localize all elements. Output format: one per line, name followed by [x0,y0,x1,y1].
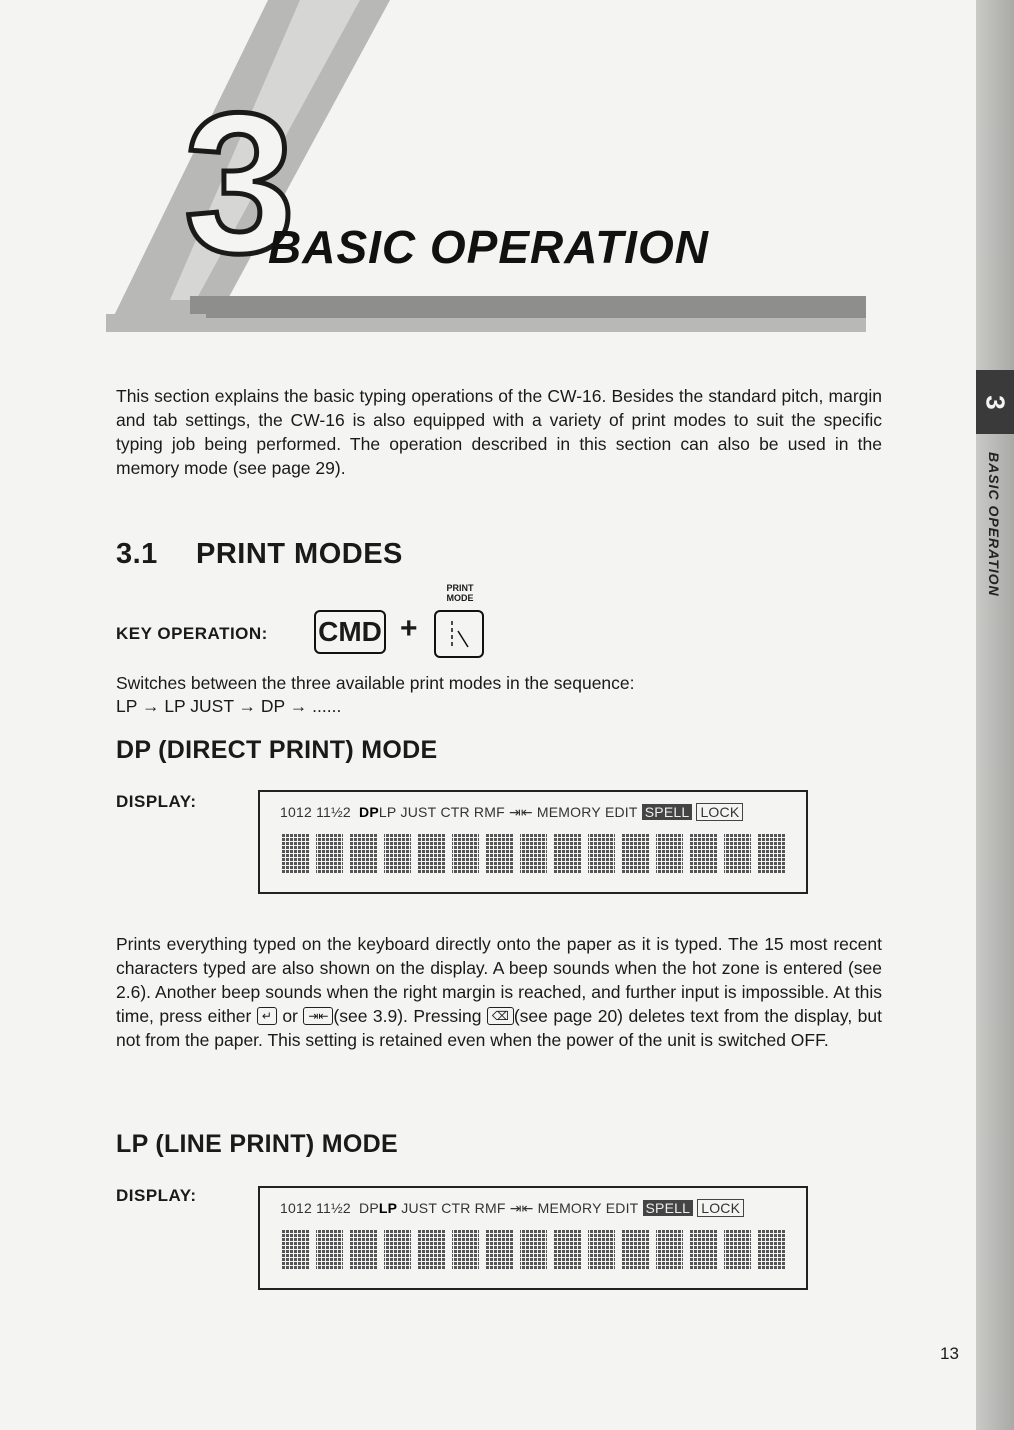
key-operation-label: KEY OPERATION: [116,624,268,643]
dp-mode-description [116,932,882,1052]
dp-text-part-2: or [282,1006,298,1026]
chapter-tab-number: 3 [980,394,1011,410]
lp-mode-heading: LP (LINE PRINT) MODE [116,1130,398,1158]
sequence-line-2: LP → LP JUST → DP → ...... [116,696,342,716]
chapter-header-graphic [0,0,976,340]
dp-indicator-active: DP [359,804,379,820]
cmd-key-illustration: CMD [314,610,386,654]
tab-key-icon: ⇥⇤ [303,1007,333,1025]
lp-display-label: DISPLAY: [116,1186,197,1205]
dp-text-part-3: (see 3.9). Pressing [333,1006,482,1026]
sequence-line-1: Switches between the three available print modes in the sequence: [116,673,635,693]
chapter-tab [976,370,1014,434]
key-plus-sign: + [400,612,418,645]
delete-key-icon: ⌫ [487,1007,514,1025]
print-mode-key-icon [444,617,474,651]
section-number: 3.1 [116,538,158,570]
page-number: 13 [940,1344,959,1363]
intro-paragraph: This section explains the basic typing operations of the CW-16. Besides the standard pitch, margin and tab settings, the CW-16 is also equipped with a variety of print modes to suit the specific typing job being performed. The operation described in this section can also be used in the memory mode (see page 29). [116,386,882,478]
chapter-title: BASIC OPERATION [268,221,709,273]
dp-mode-heading: DP (DIRECT PRINT) MODE [116,736,438,764]
return-key-icon: ↵ [257,1007,277,1025]
chapter-number: 3 [184,72,296,295]
lp-lcd-indicators: 1012 11½2 DPLP JUST CTR RMF ⇥⇤ MEMORY EDIT SPELL LOCK [280,1200,744,1217]
dp-text-part-1: Prints everything typed on the keyboard directly onto the paper as it is typed. The 15 most recent characters typed are also shown on the display. A beep sounds when the hot zone is entered (see 2.6). Another beep sounds when the right margin is reached, and further input is impossible. At this time, press either [116,934,882,1026]
print-mode-label-line-2: MODE [446,593,474,603]
dp-text-part-4: (see page 20) deletes text from the display, but not from the paper. This setting is retained even when the power of the unit is switched OFF. [116,1006,882,1050]
print-mode-key-illustration [434,610,484,658]
lp-lcd-display [258,1186,808,1290]
print-mode-sequence-text [116,672,635,718]
section-title: PRINT MODES [196,538,403,570]
dp-display-label: DISPLAY: [116,792,197,811]
print-mode-label-line-1: PRINT [446,583,474,593]
dp-lcd-display [258,790,808,894]
dp-lcd-character-cells [282,834,792,880]
section-heading-print-modes [116,538,403,571]
lp-indicator-active: LP [378,1200,398,1216]
dp-lcd-indicators: 1012 11½2 DPLP JUST CTR RMF ⇥⇤ MEMORY EDIT SPELL LOCK [280,804,743,821]
page-edge-strip [976,0,1014,1430]
lp-lcd-character-cells [282,1230,792,1276]
side-chapter-label: BASIC OPERATION [986,452,1002,597]
print-mode-key-label [440,583,480,603]
